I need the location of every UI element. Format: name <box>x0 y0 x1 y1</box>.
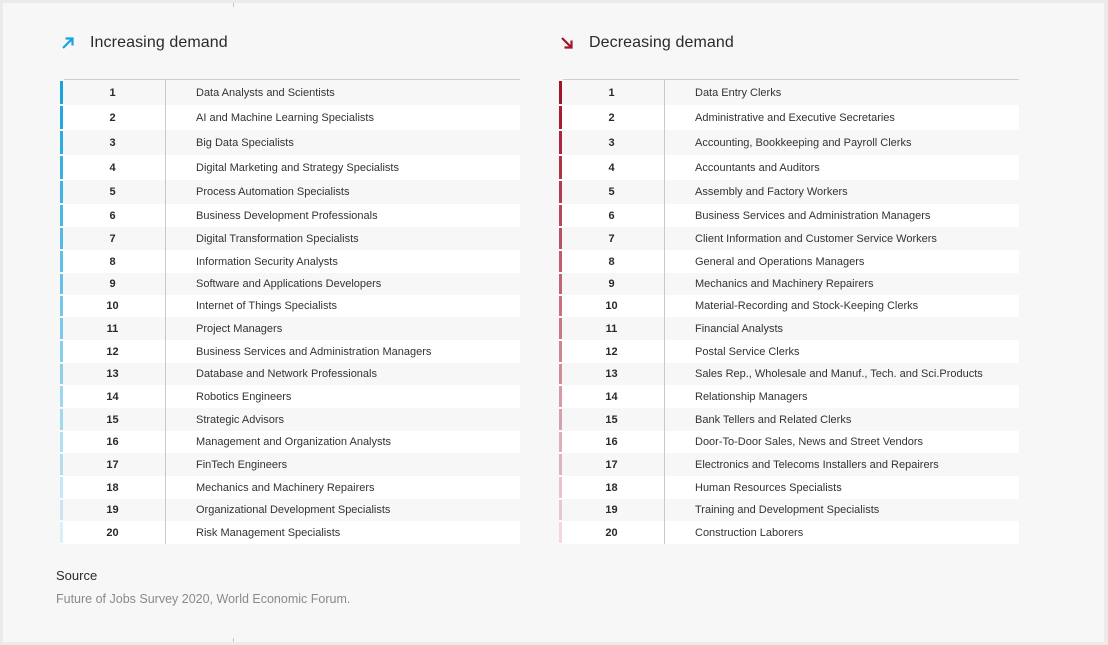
job-title: Data Analysts and Scientists <box>196 86 335 99</box>
rank-color-bar <box>60 296 63 316</box>
rank-color-bar <box>60 454 63 475</box>
rank-number: 4 <box>109 161 116 174</box>
job-title: Digital Marketing and Strategy Specialists <box>196 161 399 174</box>
rank-number: 18 <box>106 481 119 494</box>
column-divider <box>165 499 166 521</box>
rank-number: 2 <box>608 111 615 124</box>
column-divider <box>165 273 166 295</box>
rank-color-bar <box>559 364 562 384</box>
rank-color-bar <box>559 522 562 543</box>
job-title: Internet of Things Specialists <box>196 300 338 312</box>
job-title: Digital Transformation Specialists <box>196 232 359 245</box>
rank-number: 5 <box>608 186 615 198</box>
rank-color-bar <box>60 318 63 339</box>
table-row <box>60 273 520 295</box>
job-title: Big Data Specialists <box>196 136 294 149</box>
increasing-demand-header <box>60 31 228 55</box>
job-title: Assembly and Factory Workers <box>695 186 848 198</box>
column-divider <box>664 385 665 408</box>
rank-color-bar <box>559 409 562 430</box>
arrow-down-right-icon <box>559 35 575 51</box>
rank-number: 16 <box>605 436 618 448</box>
job-title: Relationship Managers <box>695 390 808 403</box>
rank-color-bar <box>559 131 562 154</box>
job-title: Door-To-Door Sales, News and Street Vendors <box>695 436 924 448</box>
rank-number: 4 <box>608 161 615 174</box>
rank-color-bar <box>60 251 63 272</box>
rank-color-bar <box>559 454 562 475</box>
rank-color-bar <box>559 228 562 249</box>
job-title: Accounting, Bookkeeping and Payroll Clerks <box>695 136 912 149</box>
column-divider <box>664 476 665 499</box>
job-title: Client Information and Customer Service Workers <box>695 232 937 245</box>
table-row <box>559 499 1019 521</box>
job-title: Material-Recording and Stock-Keeping Clerks <box>695 300 919 312</box>
rank-color-bar <box>60 81 63 104</box>
table-row <box>60 155 520 180</box>
rank-number: 6 <box>109 209 116 222</box>
column-divider <box>165 453 166 476</box>
column-divider <box>664 295 665 317</box>
table-row <box>60 408 520 431</box>
rank-color-bar <box>60 274 63 294</box>
column-divider <box>664 317 665 340</box>
table-row <box>559 295 1019 317</box>
rank-number: 15 <box>605 413 618 426</box>
rank-number: 8 <box>608 255 615 268</box>
column-divider <box>165 340 166 363</box>
rank-number: 7 <box>608 232 615 245</box>
column-divider <box>664 363 665 385</box>
rank-color-bar <box>60 477 63 498</box>
rank-number: 12 <box>106 345 119 358</box>
table-row <box>60 453 520 476</box>
column-divider <box>165 521 166 544</box>
rank-color-bar <box>60 432 63 452</box>
table-row <box>60 499 520 521</box>
rank-number: 1 <box>109 86 116 99</box>
rank-color-bar <box>60 341 63 362</box>
table-row <box>559 385 1019 408</box>
column-divider <box>664 521 665 544</box>
table-row <box>559 476 1019 499</box>
table-row <box>60 476 520 499</box>
source-text: Future of Jobs Survey 2020, World Economic Forum. <box>56 592 351 606</box>
job-title: AI and Machine Learning Specialists <box>196 111 374 124</box>
table-row <box>559 155 1019 180</box>
job-title: Electronics and Telecoms Installers and Repairers <box>695 458 939 471</box>
table-row <box>60 250 520 273</box>
column-divider <box>664 453 665 476</box>
rank-number: 18 <box>605 481 618 494</box>
rank-color-bar <box>559 274 562 294</box>
table-row <box>60 431 520 453</box>
column-divider <box>165 363 166 385</box>
rank-color-bar <box>60 156 63 179</box>
column-divider <box>664 408 665 431</box>
rank-color-bar <box>559 106 562 129</box>
job-title: Robotics Engineers <box>196 390 292 403</box>
table-row <box>559 431 1019 453</box>
job-title: Management and Organization Analysts <box>196 436 392 448</box>
rank-color-bar <box>559 341 562 362</box>
rank-color-bar <box>559 205 562 226</box>
rank-color-bar <box>559 181 562 203</box>
table-row <box>60 363 520 385</box>
rank-color-bar <box>559 432 562 452</box>
rank-color-bar <box>559 386 562 407</box>
column-divider <box>165 295 166 317</box>
column-divider <box>664 155 665 180</box>
table-row <box>559 130 1019 155</box>
column-divider <box>664 250 665 273</box>
column-divider <box>165 431 166 453</box>
top-divider-tick <box>233 3 234 7</box>
rank-color-bar <box>60 181 63 203</box>
column-divider <box>664 273 665 295</box>
column-divider <box>664 130 665 155</box>
table-row <box>60 385 520 408</box>
table-row <box>60 295 520 317</box>
job-title: Mechanics and Machinery Repairers <box>695 278 874 290</box>
column-divider <box>165 408 166 431</box>
job-title: Human Resources Specialists <box>695 481 842 494</box>
job-title: Data Entry Clerks <box>695 86 782 99</box>
column-divider <box>664 340 665 363</box>
rank-color-bar <box>559 318 562 339</box>
rank-number: 9 <box>109 278 116 290</box>
table-row <box>60 521 520 544</box>
rank-color-bar <box>60 205 63 226</box>
rank-color-bar <box>559 296 562 316</box>
job-title: Software and Applications Developers <box>196 278 382 290</box>
decreasing-demand-header <box>559 31 734 55</box>
column-divider <box>664 180 665 204</box>
rank-color-bar <box>60 228 63 249</box>
job-title: Training and Development Specialists <box>695 504 880 516</box>
rank-color-bar <box>60 364 63 384</box>
rank-color-bar <box>559 500 562 520</box>
rank-number: 9 <box>608 278 615 290</box>
increasing-demand-title: Increasing demand <box>90 34 228 51</box>
arrow-up-right-icon <box>60 35 76 51</box>
rank-color-bar <box>60 106 63 129</box>
table-row <box>60 204 520 227</box>
table-row <box>559 180 1019 204</box>
rank-number: 14 <box>605 390 618 403</box>
rank-number: 8 <box>109 255 116 268</box>
rank-number: 3 <box>109 136 116 149</box>
job-title: Construction Laborers <box>695 526 804 539</box>
figure-card <box>3 3 1104 642</box>
rank-color-bar <box>60 131 63 154</box>
job-title: Business Services and Administration Managers <box>196 345 432 358</box>
job-title: Business Services and Administration Managers <box>695 209 931 222</box>
decreasing-demand-title: Decreasing demand <box>589 34 734 51</box>
column-divider <box>165 204 166 227</box>
column-divider <box>165 476 166 499</box>
column-divider <box>664 80 665 105</box>
column-divider <box>664 105 665 130</box>
table-row <box>60 317 520 340</box>
rank-number: 20 <box>605 526 618 539</box>
rank-color-bar <box>60 386 63 407</box>
rank-number: 17 <box>106 458 119 471</box>
job-title: Mechanics and Machinery Repairers <box>196 481 375 494</box>
rank-number: 13 <box>605 368 618 380</box>
rank-number: 7 <box>109 232 116 245</box>
table-row <box>559 80 1019 105</box>
rank-color-bar <box>559 81 562 104</box>
rank-color-bar <box>60 522 63 543</box>
rank-number: 11 <box>605 322 618 335</box>
rank-number: 19 <box>106 504 119 516</box>
job-title: General and Operations Managers <box>695 255 865 268</box>
job-title: Postal Service Clerks <box>695 345 800 358</box>
rank-number: 2 <box>109 111 116 124</box>
column-divider <box>165 317 166 340</box>
table-row <box>559 250 1019 273</box>
job-title: Bank Tellers and Related Clerks <box>695 413 852 426</box>
table-row <box>60 130 520 155</box>
increasing-demand-table <box>60 79 520 544</box>
job-title: Organizational Development Specialists <box>196 504 391 516</box>
table-row <box>559 340 1019 363</box>
rank-color-bar <box>559 251 562 272</box>
table-row <box>559 408 1019 431</box>
job-title: Information Security Analysts <box>196 255 338 268</box>
rank-number: 14 <box>106 390 119 403</box>
column-divider <box>165 227 166 250</box>
table-row <box>559 204 1019 227</box>
rank-number: 6 <box>608 209 615 222</box>
column-divider <box>664 431 665 453</box>
table-row <box>559 363 1019 385</box>
table-row <box>60 340 520 363</box>
table-row <box>559 521 1019 544</box>
table-row <box>559 317 1019 340</box>
column-divider <box>165 155 166 180</box>
table-row <box>60 105 520 130</box>
job-title: Strategic Advisors <box>196 413 285 426</box>
rank-number: 11 <box>106 322 119 335</box>
rank-number: 15 <box>106 413 119 426</box>
job-title: Business Development Professionals <box>196 209 378 222</box>
job-title: Administrative and Executive Secretaries <box>695 111 895 124</box>
column-divider <box>664 204 665 227</box>
job-title: Process Automation Specialists <box>196 186 350 198</box>
column-divider <box>664 499 665 521</box>
job-title: Sales Rep., Wholesale and Manuf., Tech. and Sci.Products <box>695 368 983 380</box>
rank-number: 5 <box>109 186 116 198</box>
bottom-divider-tick <box>233 638 234 642</box>
job-title: Risk Management Specialists <box>196 526 341 539</box>
column-divider <box>165 105 166 130</box>
rank-number: 3 <box>608 136 615 149</box>
table-row <box>60 180 520 204</box>
table-row <box>559 105 1019 130</box>
rank-number: 13 <box>106 368 119 380</box>
table-row <box>60 80 520 105</box>
job-title: Accountants and Auditors <box>695 161 820 174</box>
rank-number: 16 <box>106 436 119 448</box>
rank-number: 10 <box>106 300 119 312</box>
column-divider <box>165 130 166 155</box>
column-divider <box>165 385 166 408</box>
rank-number: 19 <box>605 504 618 516</box>
table-row <box>559 273 1019 295</box>
rank-color-bar <box>60 409 63 430</box>
job-title: Project Managers <box>196 322 283 335</box>
job-title: FinTech Engineers <box>196 458 288 471</box>
rank-number: 20 <box>106 526 119 539</box>
column-divider <box>165 80 166 105</box>
column-divider <box>664 227 665 250</box>
rank-number: 10 <box>605 300 618 312</box>
rank-number: 17 <box>605 458 618 471</box>
column-divider <box>165 180 166 204</box>
job-title: Database and Network Professionals <box>196 368 377 380</box>
rank-number: 1 <box>608 86 615 99</box>
rank-color-bar <box>60 500 63 520</box>
table-row <box>559 453 1019 476</box>
rank-color-bar <box>559 477 562 498</box>
decreasing-demand-table <box>559 79 1019 544</box>
table-row <box>559 227 1019 250</box>
job-title: Financial Analysts <box>695 322 784 335</box>
table-row <box>60 227 520 250</box>
rank-color-bar <box>559 156 562 179</box>
source-heading: Source <box>56 568 98 583</box>
rank-number: 12 <box>605 345 618 358</box>
column-divider <box>165 250 166 273</box>
